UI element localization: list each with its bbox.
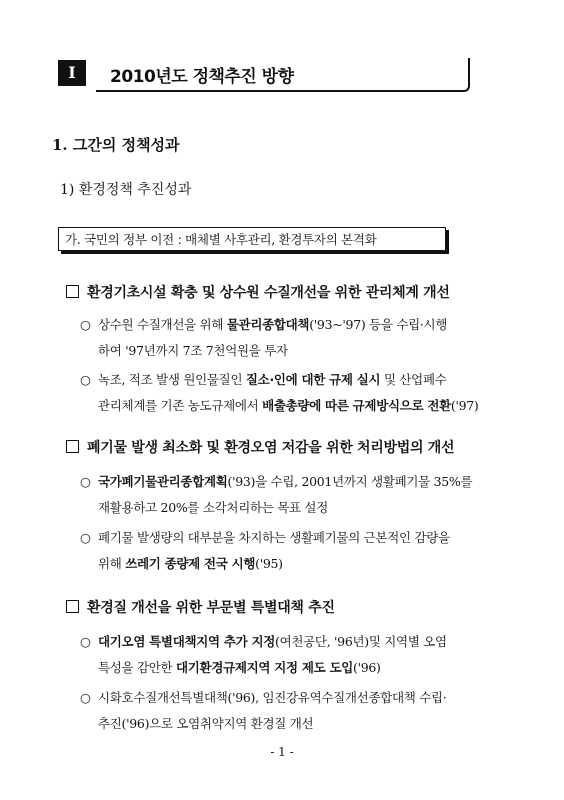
circle-bullet-icon: ○ (80, 372, 91, 387)
page-number: - 1 - (270, 745, 294, 759)
period-box: 가. 국민의 정부 이전 : 매체별 사후관리, 환경투자의 본격화 (58, 227, 446, 251)
chapter-title: 2010년도 정책추진 방향 (110, 67, 294, 87)
circle-bullet-icon: ○ (80, 317, 91, 332)
chapter-number: I (58, 60, 86, 86)
item-heading: 폐기물 발생 최소화 및 환경오염 저감을 위한 처리방법의 개선 (66, 437, 454, 457)
circle-bullet-icon: ○ (80, 634, 91, 649)
subsection-title: 1) 환경정책 추진성과 (60, 182, 192, 198)
circle-bullet-icon: ○ (80, 530, 91, 545)
item-heading: 환경질 개선을 위한 부문별 특별대책 추진 (66, 597, 335, 617)
square-bullet-icon (66, 285, 79, 298)
circle-bullet-icon: ○ (80, 690, 91, 705)
section-title: 1. 그간의 정책성과 (52, 136, 180, 154)
square-bullet-icon (66, 440, 79, 453)
chapter-header (58, 58, 470, 92)
square-bullet-icon (66, 600, 79, 613)
circle-bullet-icon: ○ (80, 474, 91, 489)
item-heading: 환경기초시설 확충 및 상수원 수질개선을 위한 관리체계 개선 (66, 282, 450, 302)
